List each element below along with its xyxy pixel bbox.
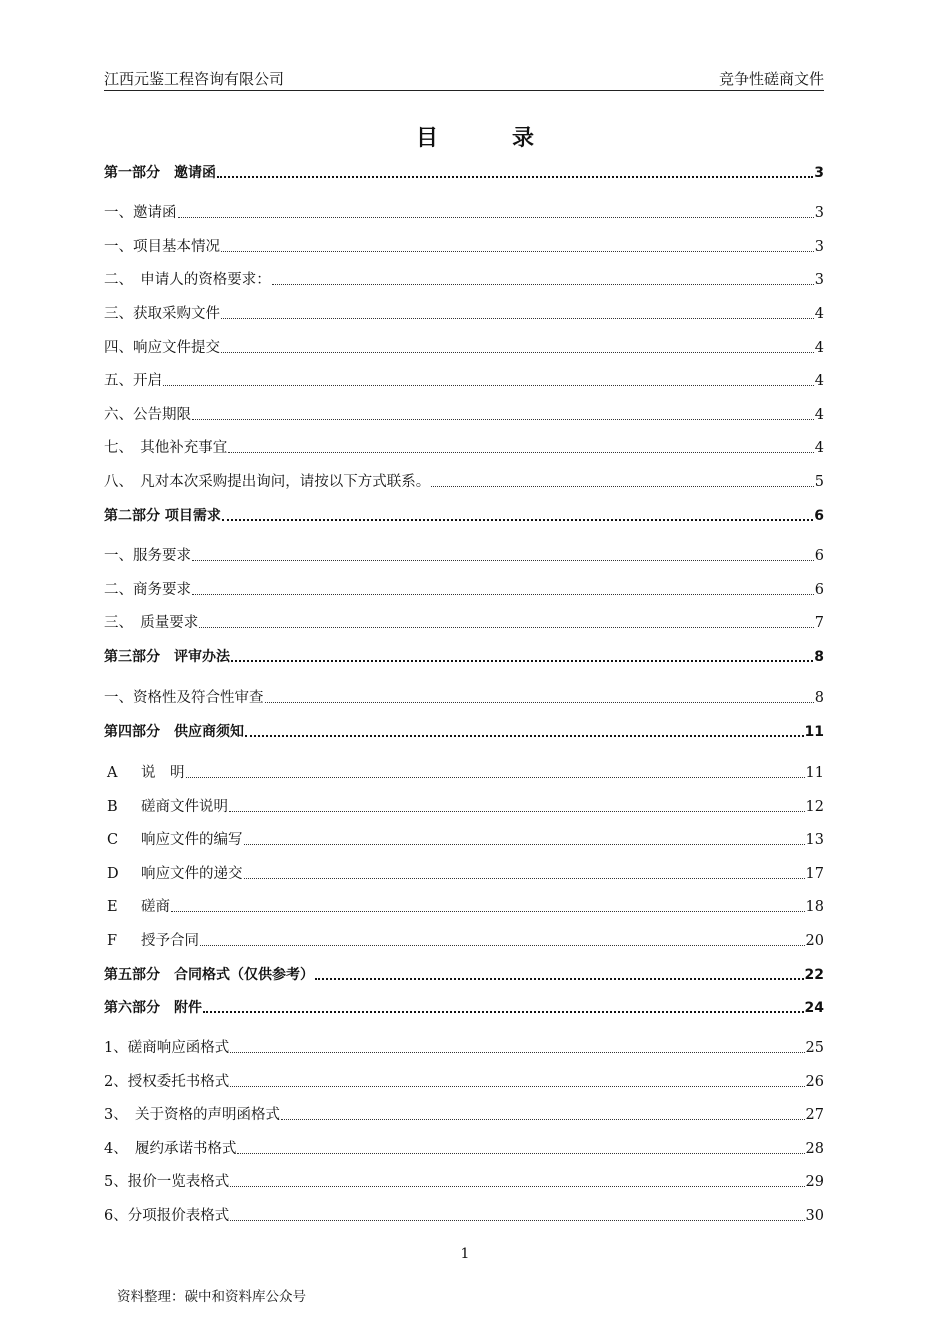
toc-leader-dots xyxy=(186,777,805,778)
toc-entry-label: 三、获取采购文件 xyxy=(104,306,220,322)
toc-entry[interactable] xyxy=(104,685,824,707)
toc-leader-dots xyxy=(199,627,814,628)
toc-page-number: 29 xyxy=(805,1174,824,1190)
toc-entry-label xyxy=(104,764,185,782)
toc-leader-dots xyxy=(245,735,804,737)
toc-entry-label: 第三部分 评审办法 xyxy=(104,649,230,665)
toc-entry-label: 4、 履约承诺书格式 xyxy=(104,1141,237,1157)
toc-leader-dots xyxy=(230,1186,804,1187)
toc-leader-dots xyxy=(178,217,814,218)
toc-leader-dots xyxy=(228,452,814,453)
toc-entry-label: 一、资格性及符合性审查 xyxy=(104,690,264,706)
toc-section-entry[interactable] xyxy=(104,644,824,666)
toc-leader-dots xyxy=(192,594,814,595)
toc-page-number: 11 xyxy=(804,724,824,740)
toc-entry-label: 五、开启 xyxy=(104,373,162,389)
toc-page-number: 6 xyxy=(814,508,824,524)
toc-page-number: 3 xyxy=(814,239,824,255)
toc-entry[interactable] xyxy=(104,610,824,632)
toc-entry[interactable] xyxy=(104,1102,824,1124)
toc-leader-dots xyxy=(221,352,814,353)
toc-entry-label: 二、商务要求 xyxy=(104,582,191,598)
toc-entry-label: 6、分项报价表格式 xyxy=(104,1208,230,1224)
source-note: 资料整理：碳中和资料库公众号 xyxy=(117,1289,306,1305)
page-header xyxy=(104,68,824,91)
toc-section-entry[interactable] xyxy=(104,995,824,1017)
toc-page-number: 6 xyxy=(814,582,824,598)
toc-entry-letter: A xyxy=(107,765,118,781)
toc-leader-dots xyxy=(163,385,814,386)
toc-page-number: 3 xyxy=(814,165,824,181)
toc-entry-label xyxy=(104,932,199,950)
toc-leader-dots xyxy=(431,486,814,487)
toc-leader-dots xyxy=(230,1052,804,1053)
toc-leader-dots xyxy=(230,1086,804,1087)
toc-page-number: 3 xyxy=(814,205,824,221)
toc-entry-label: 七、 其他补充事宜 xyxy=(104,440,228,456)
toc-leader-dots xyxy=(200,945,805,946)
toc-page-number: 17 xyxy=(805,866,824,882)
toc-page-number: 25 xyxy=(805,1040,824,1056)
toc-page-number: 7 xyxy=(814,615,824,631)
toc-page-number: 22 xyxy=(804,967,824,983)
toc-page-number: 26 xyxy=(805,1074,824,1090)
toc-entry-text: 磋商文件说明 xyxy=(141,799,228,815)
toc-entry-label: 六、公告期限 xyxy=(104,407,191,423)
toc-page-number: 6 xyxy=(814,548,824,564)
toc-page-number: 4 xyxy=(814,440,824,456)
toc-entry[interactable] xyxy=(104,543,824,565)
toc-page-number: 18 xyxy=(805,899,824,915)
toc-leader-dots xyxy=(222,519,813,521)
toc-page-number: 4 xyxy=(814,407,824,423)
toc-section-entry[interactable] xyxy=(104,160,824,182)
toc-leader-dots xyxy=(192,560,814,561)
toc-entry[interactable] xyxy=(104,928,824,950)
toc-entry-label xyxy=(104,798,228,816)
toc-entry-text: 授予合同 xyxy=(141,933,199,949)
toc-leader-dots xyxy=(221,318,814,319)
toc-title-part2: 录 xyxy=(512,125,535,151)
toc-page-number: 8 xyxy=(814,649,824,665)
toc-entry[interactable] xyxy=(104,200,824,222)
toc-entry-label: 第五部分 合同格式（仅供参考） xyxy=(104,967,314,983)
toc-entry[interactable] xyxy=(104,827,824,849)
toc-page-number: 4 xyxy=(814,340,824,356)
header-company: 江西元鉴工程咨询有限公司 xyxy=(104,70,285,88)
toc-entry[interactable] xyxy=(104,435,824,457)
toc-entry-label: 一、项目基本情况 xyxy=(104,239,220,255)
toc-entry[interactable] xyxy=(104,577,824,599)
toc-section-entry[interactable] xyxy=(104,962,824,984)
toc-entry-text: 说 明 xyxy=(141,765,185,781)
toc-entry[interactable] xyxy=(104,1169,824,1191)
toc-entry-label: 2、授权委托书格式 xyxy=(104,1074,230,1090)
toc-entry-label: 第一部分 邀请函 xyxy=(104,165,216,181)
toc-page-number: 13 xyxy=(805,832,824,848)
toc-entry[interactable] xyxy=(104,1136,824,1158)
toc-entry-label: 1、磋商响应函格式 xyxy=(104,1040,230,1056)
toc-entry[interactable] xyxy=(104,301,824,323)
toc-page-number: 27 xyxy=(805,1107,824,1123)
toc-entry-label: 一、服务要求 xyxy=(104,548,191,564)
page-number: 1 xyxy=(460,1246,470,1262)
toc-leader-dots xyxy=(281,1119,805,1120)
toc-entry-text: 磋商 xyxy=(141,899,170,915)
toc-leader-dots xyxy=(315,978,804,980)
toc-page-number: 30 xyxy=(805,1208,824,1224)
toc-entry[interactable] xyxy=(104,794,824,816)
toc-entry-text: 响应文件的递交 xyxy=(141,866,243,882)
toc-section-entry[interactable] xyxy=(104,719,824,741)
toc-entry-letter: E xyxy=(107,899,118,915)
toc-entry-label xyxy=(104,865,243,883)
toc-entry-label: 3、 关于资格的声明函格式 xyxy=(104,1107,280,1123)
toc-entry-label: 第六部分 附件 xyxy=(104,1000,202,1016)
toc-entry-text: 响应文件的编写 xyxy=(141,832,243,848)
toc-entry[interactable] xyxy=(104,267,824,289)
toc-entry-label: 二、 申请人的资格要求： xyxy=(104,272,271,288)
toc-title-part1: 目 xyxy=(415,125,438,151)
toc-entry[interactable] xyxy=(104,335,824,357)
toc-entry-label xyxy=(104,898,170,916)
toc-entry-label: 三、 质量要求 xyxy=(104,615,199,631)
toc-entry[interactable] xyxy=(104,469,824,491)
toc-entry[interactable] xyxy=(104,861,824,883)
toc-leader-dots xyxy=(231,660,813,662)
toc-title xyxy=(0,121,950,152)
toc-section-entry[interactable] xyxy=(104,503,824,525)
toc-page-number: 3 xyxy=(814,272,824,288)
toc-entry[interactable] xyxy=(104,234,824,256)
toc-entry[interactable] xyxy=(104,894,824,916)
toc-entry-letter: B xyxy=(107,799,118,815)
toc-leader-dots xyxy=(244,844,805,845)
toc-leader-dots xyxy=(192,419,814,420)
toc-page-number: 5 xyxy=(814,474,824,490)
toc-page-number: 20 xyxy=(805,933,824,949)
toc-entry-letter: C xyxy=(107,832,119,848)
toc-entry[interactable] xyxy=(104,402,824,424)
header-doc-type: 竞争性磋商文件 xyxy=(718,70,824,88)
toc-entry-label: 四、响应文件提交 xyxy=(104,340,220,356)
toc-entry-letter: F xyxy=(107,933,118,949)
toc-entry-label: 第四部分 供应商须知 xyxy=(104,724,244,740)
toc-page-number: 24 xyxy=(804,1000,824,1016)
toc-leader-dots xyxy=(203,1011,804,1013)
toc-page-number: 4 xyxy=(814,306,824,322)
toc-entry-label: 5、报价一览表格式 xyxy=(104,1174,230,1190)
toc-page-number: 28 xyxy=(805,1141,824,1157)
toc-entry-label: 八、 凡对本次采购提出询问，请按以下方式联系。 xyxy=(104,474,431,490)
toc-leader-dots xyxy=(221,251,814,252)
toc-entry[interactable] xyxy=(104,1069,824,1091)
toc-leader-dots xyxy=(244,878,805,879)
toc-entry[interactable] xyxy=(104,1203,824,1225)
toc-leader-dots xyxy=(272,284,814,285)
toc-page-number: 8 xyxy=(814,690,824,706)
toc-leader-dots xyxy=(237,1153,804,1154)
toc-entry-label: 一、邀请函 xyxy=(104,205,177,221)
toc-entry-label: 第二部分 项目需求 xyxy=(104,508,221,524)
toc-leader-dots xyxy=(217,176,813,178)
toc-entry-label xyxy=(104,831,243,849)
toc-leader-dots xyxy=(230,1220,804,1221)
toc-leader-dots xyxy=(171,911,805,912)
toc-entry[interactable] xyxy=(104,1035,824,1057)
toc-page-number: 11 xyxy=(805,765,824,781)
toc-page-number: 4 xyxy=(814,373,824,389)
toc-page-number: 12 xyxy=(805,799,824,815)
toc-leader-dots xyxy=(229,811,805,812)
toc-entry-letter: D xyxy=(107,866,119,882)
toc-entry[interactable] xyxy=(104,368,824,390)
toc-leader-dots xyxy=(265,702,814,703)
toc-entry[interactable] xyxy=(104,760,824,782)
